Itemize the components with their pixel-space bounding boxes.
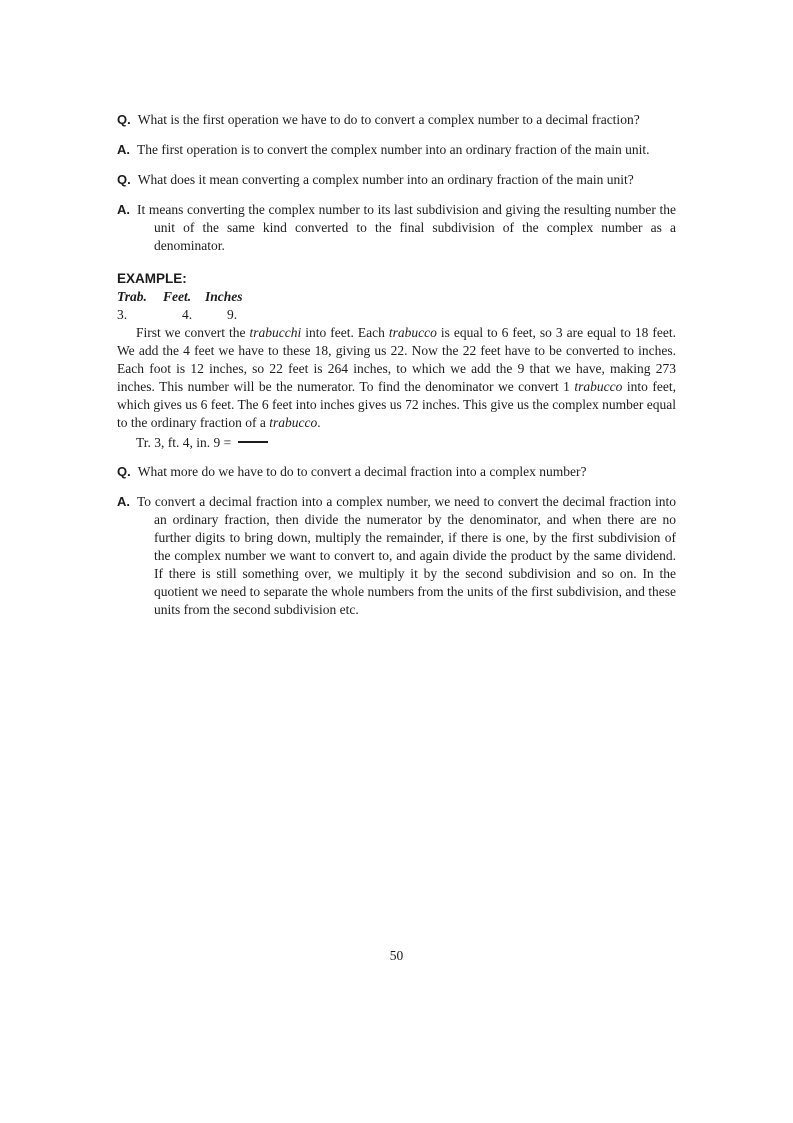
table-value-cell: 3. — [117, 307, 128, 322]
answer-label: A. — [117, 142, 130, 157]
page-number: 50 — [389, 948, 404, 963]
paragraph-text: . — [317, 415, 321, 430]
paragraph-text: First we convert the — [136, 325, 250, 340]
table-header-cell: Feet. — [163, 289, 192, 304]
qa-item — [117, 493, 676, 619]
answer-text: To convert a decimal fraction into a complex number, we need to convert the decimal fraction into an ordinary fraction, then divide the numerator by the denominator, and when there are no further digits to bring down, multiply the remainder, if there is one, by the first subdivision of the complex number we want to convert to, and again divide the product by the same dividend. If there is still something over, we multiply it by the second subdivision and so on. In the quotient we need to separate the whole numbers from the units of the first subdivision, and these units from the second subdivision etc. — [137, 494, 676, 617]
question-label: Q. — [117, 464, 131, 479]
answer-text: It means converting the complex number to its last subdivision and giving the resulting number the unit of the same kind converted to the final subdivision of the complex number as a denominator. — [137, 202, 676, 253]
text-block — [117, 111, 676, 631]
example-table-header — [117, 288, 676, 306]
answer-label: A. — [117, 202, 130, 217]
answer-text: The first operation is to convert the complex number into an ordinary fraction of the main unit. — [137, 142, 650, 157]
qa-item — [117, 463, 676, 481]
italic-term: trabucchi — [249, 325, 302, 340]
table-header-cell: Inches — [205, 289, 243, 304]
result-text: Tr. 3, ft. 4, in. 9 = — [136, 435, 232, 450]
table-value-cell: 9. — [227, 307, 238, 322]
fraction-bar — [238, 441, 268, 443]
paragraph-text: into feet, which gives us 6 feet. The 6 feet into inches gives us 72 inches. This give us the complex number equal to the ordinary fraction of a — [117, 379, 677, 430]
italic-term: trabucco — [388, 325, 437, 340]
qa-item — [117, 201, 676, 255]
italic-term: trabucco — [269, 415, 318, 430]
example-result-line — [117, 434, 676, 452]
example-paragraph — [117, 324, 676, 432]
qa-item — [117, 141, 676, 159]
question-text: What does it mean converting a complex number into an ordinary fraction of the main unit? — [137, 172, 634, 187]
qa-item — [117, 171, 676, 189]
question-label: Q. — [117, 112, 131, 127]
example-heading: EXAMPLE: — [117, 271, 187, 286]
paragraph-text: into feet. Each — [301, 325, 389, 340]
paragraph-text: is equal to 6 feet, so 3 are equal to 18 feet. We add the 4 feet we have to these 18, giving us 22. Now the 22 feet have to be converted to inches. Each foot is 12 inches, so 22 feet is 264 inches, to which we add the 9 that we have, making 273 inches. This number will be the numerator. To find the denominator we convert 1 — [117, 325, 676, 394]
table-value-cell: 4. — [182, 307, 193, 322]
qa-item — [117, 111, 676, 129]
italic-term: trabucco — [574, 379, 623, 394]
answer-label: A. — [117, 494, 130, 509]
example-table-values — [117, 306, 676, 324]
table-header-cell: Trab. — [117, 289, 147, 304]
question-text: What more do we have to do to convert a decimal fraction into a complex number? — [137, 464, 587, 479]
question-label: Q. — [117, 172, 131, 187]
question-text: What is the first operation we have to do to convert a complex number to a decimal fraction? — [137, 112, 640, 127]
